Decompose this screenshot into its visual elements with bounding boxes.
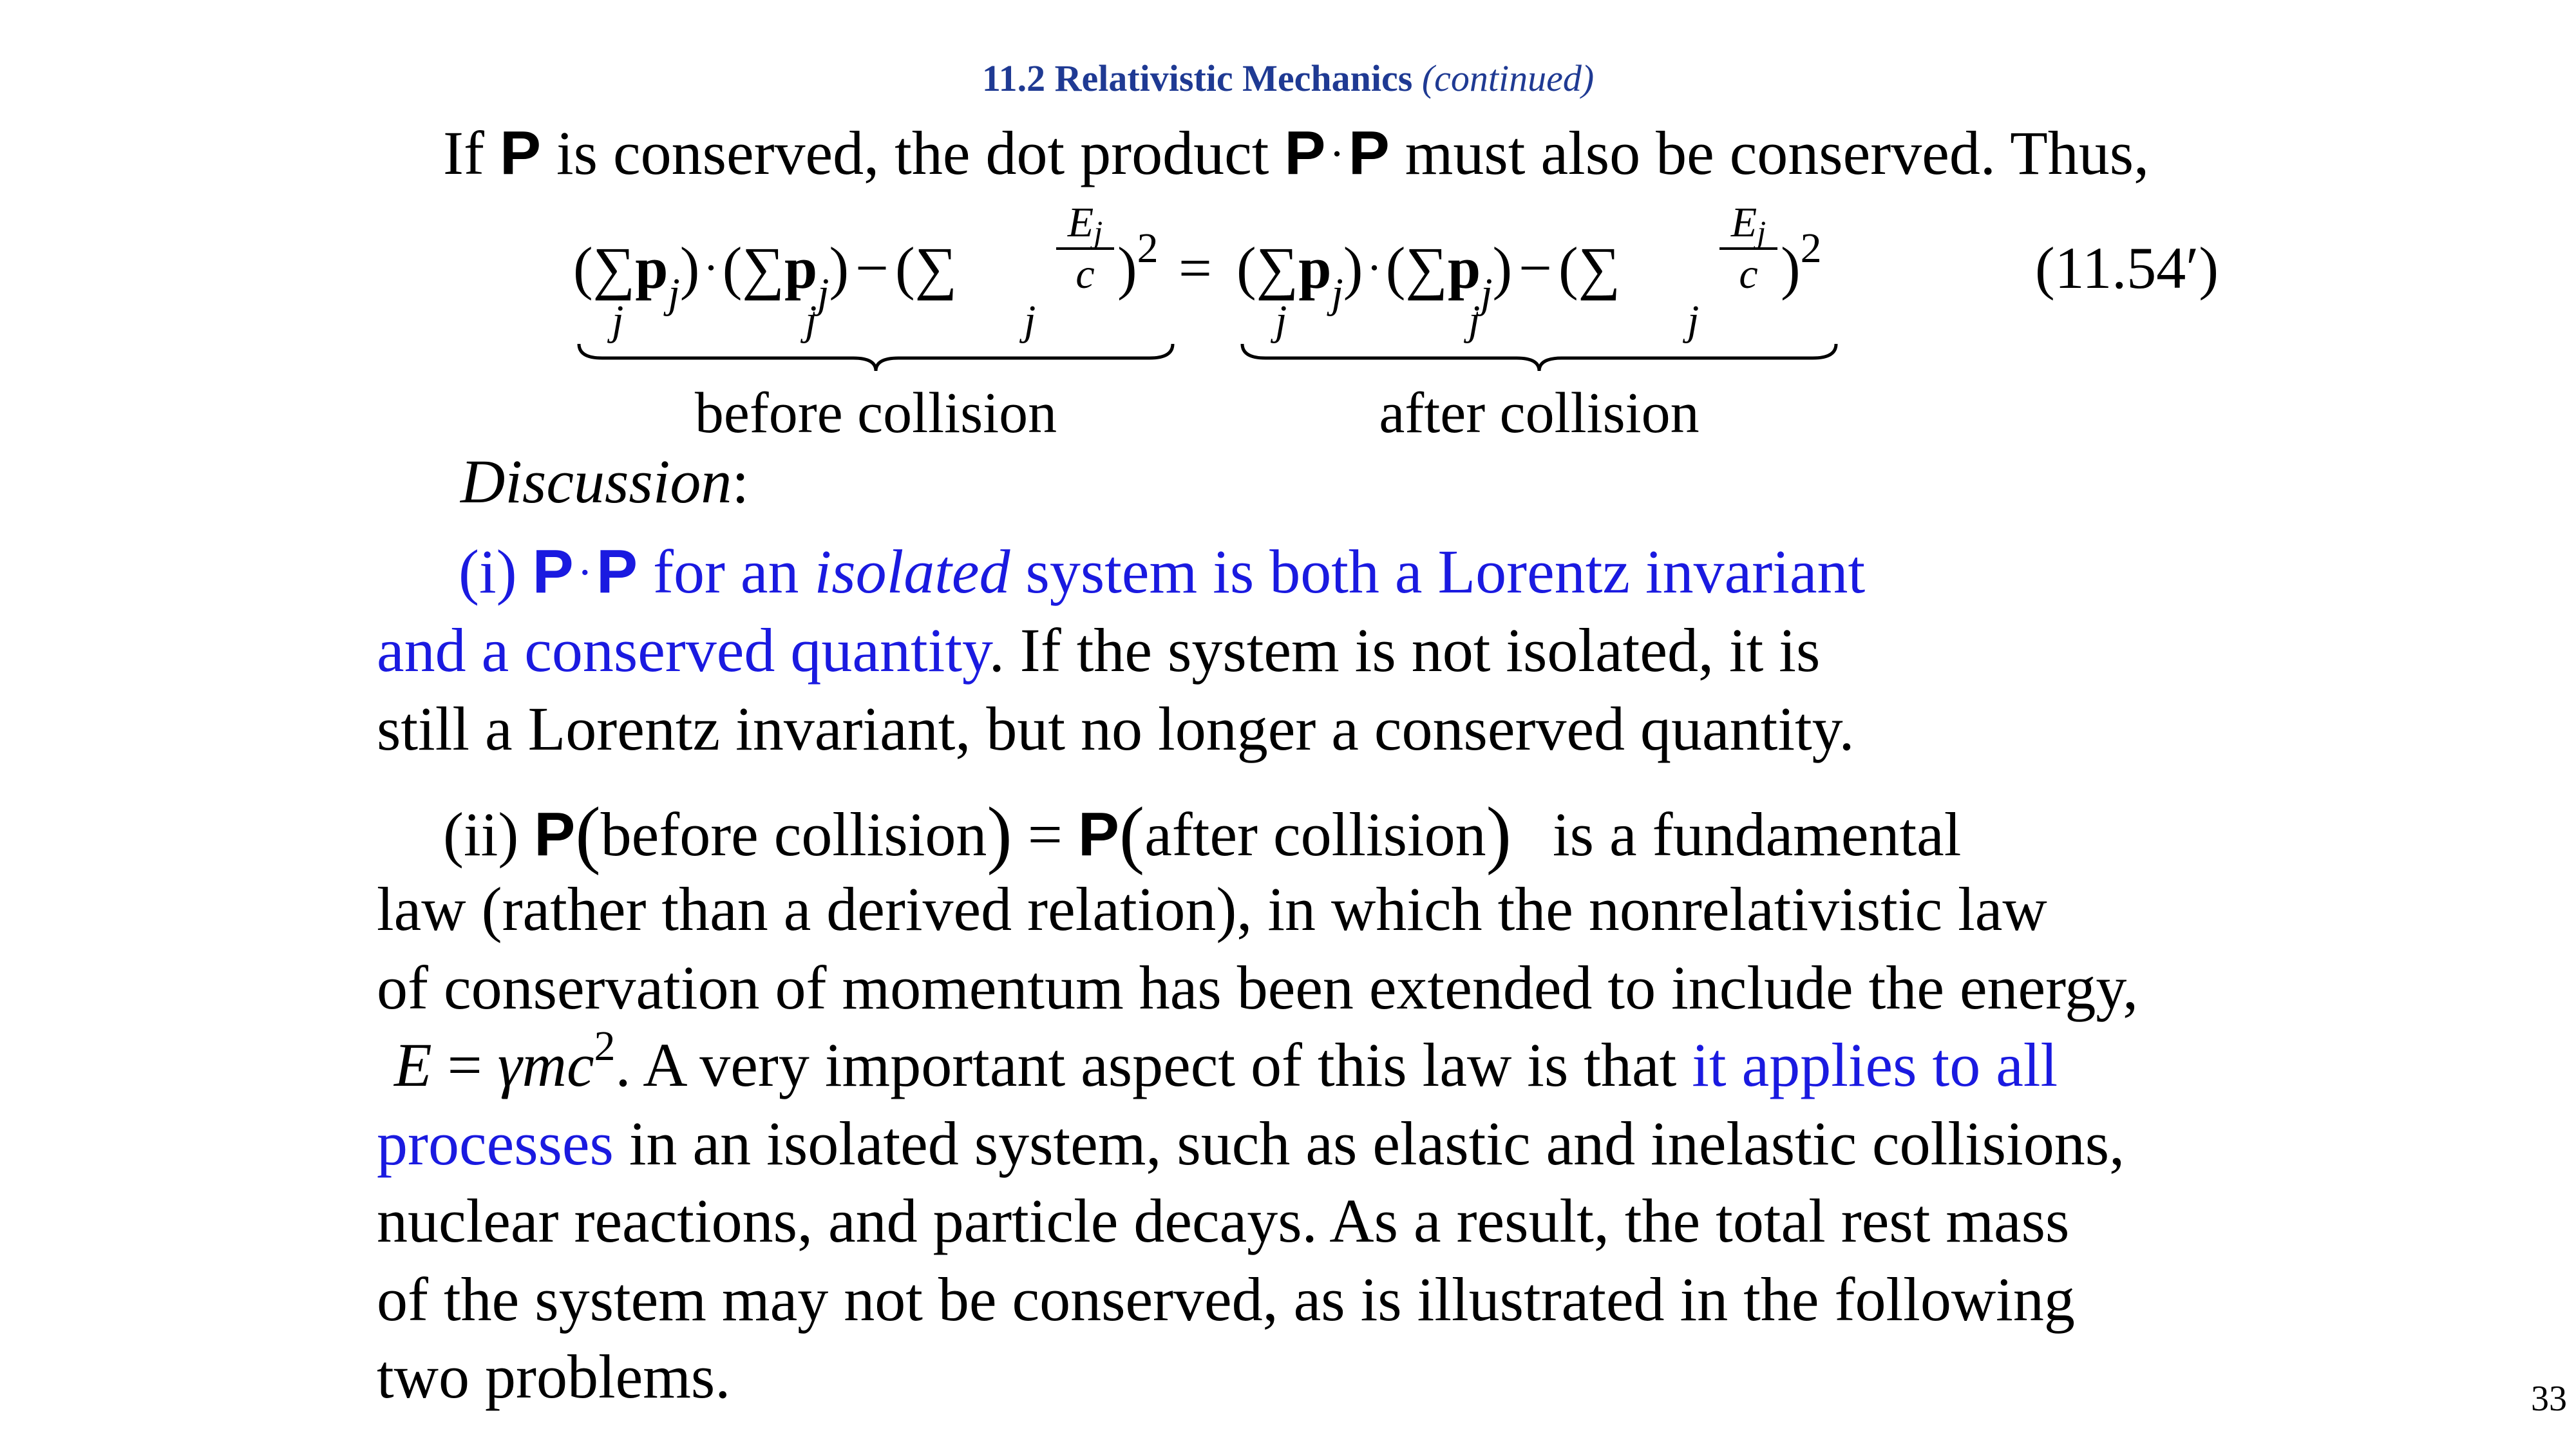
item-ii-line-6 <box>377 1186 2070 1255</box>
fraction-E-over-c-lhs: Ej c <box>1056 198 1114 299</box>
item-ii-before: before collision <box>600 800 987 869</box>
item-i-text-5: still a Lorentz invariant, but no longer a conserved quantity. <box>377 694 1855 763</box>
page-number: 33 <box>2531 1379 2567 1419</box>
item-ii-line-3 <box>377 953 2139 1022</box>
equals-sign: = <box>1179 235 1212 301</box>
paren: ( <box>575 791 601 876</box>
paren: ) <box>1486 791 1511 876</box>
intro-line <box>443 118 2150 187</box>
symbol-P: P <box>1077 800 1119 869</box>
paren: ) <box>987 791 1012 876</box>
label-after-collision: after collision <box>1379 381 1700 445</box>
fraction-E-over-c-rhs: Ej c <box>1719 198 1777 299</box>
symbol-P: P <box>1348 118 1390 187</box>
item-ii-blue-1: it applies to all <box>1692 1030 2058 1099</box>
equation-rhs: $(\sum p_j)\cdot(\sum p_j)$ − (∑ <box>1236 235 1621 317</box>
item-ii-line-7 <box>377 1265 2075 1334</box>
symbol-P: P <box>534 800 576 869</box>
symbol-P: P <box>532 537 574 606</box>
item-i-text-4: . If the system is not isolated, it is <box>989 616 1821 685</box>
slide-header <box>0 57 2576 100</box>
dot-operator: · <box>577 548 592 598</box>
item-i-text-3: and a conserved quantity <box>377 616 989 685</box>
gamma-mc: γmc <box>497 1030 594 1099</box>
sum-index: j <box>612 297 624 344</box>
sum-index: j <box>1468 297 1481 344</box>
item-i-text-2: system is both a Lorentz invariant <box>1025 537 1866 606</box>
dot-operator: · <box>1329 129 1345 179</box>
item-ii-text-7: of the system may not be conserved, as is illustrated in the following <box>377 1265 2075 1334</box>
item-i-text-1: for an <box>652 537 799 606</box>
item-ii-text-2: law (rather than a derived relation), in which the nonrelativistic law <box>377 875 2047 943</box>
item-i-line-1 <box>459 537 1866 606</box>
sum-index: j <box>1024 297 1036 344</box>
item-ii-text-4: . A very important aspect of this law is that <box>615 1030 1677 1099</box>
item-ii-text-6: nuclear reactions, and particle decays. As a result, the total rest mass <box>377 1186 2070 1255</box>
header-continued: (continued) <box>1421 57 1595 99</box>
symbol-E: E <box>394 1030 432 1099</box>
equation-lhs: $(\sum p_j)\cdot(\sum p_j)$ − (∑ <box>573 235 958 317</box>
equation-number: (11.54′) <box>2035 235 2219 301</box>
item-ii-line-2 <box>377 875 2047 943</box>
sum-index: j <box>805 297 817 344</box>
item-ii-text-1: is a fundamental <box>1552 800 1962 869</box>
item-i-line-3 <box>377 694 1855 763</box>
label-before-collision: before collision <box>694 381 1057 445</box>
item-ii-after: after collision <box>1144 800 1486 869</box>
paren: ( <box>1119 791 1145 876</box>
item-i-isolated: isolated <box>814 537 1010 606</box>
item-ii-line-1 <box>443 791 1962 876</box>
discussion-colon: : <box>732 447 750 516</box>
exponent-2: 2 <box>594 1023 616 1070</box>
underbrace-after <box>1240 341 1839 374</box>
item-i-number: (i) <box>459 537 517 606</box>
item-ii-blue-2: processes <box>377 1109 614 1178</box>
underbrace-before <box>576 341 1175 374</box>
intro-text-1: If <box>443 118 484 187</box>
symbol-P: P <box>1284 118 1326 187</box>
discussion-heading <box>460 447 750 516</box>
item-ii-text-5: in an isolated system, such as elastic and inelastic collisions, <box>613 1109 2125 1178</box>
item-ii-line-4 <box>394 1023 2058 1099</box>
symbol-P: P <box>596 537 638 606</box>
sum-index: j <box>1275 297 1287 344</box>
equals-sign: = <box>1027 800 1063 869</box>
item-ii-text-8: two problems. <box>377 1342 731 1411</box>
item-i-line-2 <box>377 616 1821 685</box>
header-title: 11.2 Relativistic Mechanics <box>981 57 1413 99</box>
item-ii-line-5 <box>377 1109 2125 1178</box>
item-ii-number: (ii) <box>443 800 519 869</box>
item-ii-text-3: of conservation of momentum has been extended to include the energy, <box>377 953 2139 1022</box>
lhs-close: )$^2$ <box>1117 225 1159 301</box>
symbol-P: P <box>499 118 541 187</box>
rhs-close: )$^2$ <box>1781 225 1822 301</box>
intro-text-2: is conserved, the dot product <box>556 118 1269 187</box>
item-ii-line-8 <box>377 1342 731 1411</box>
discussion-label: Discussion <box>460 447 732 516</box>
sum-index: j <box>1687 297 1700 344</box>
equals-sign: = <box>447 1030 482 1099</box>
intro-text-3: must also be conserved. Thus, <box>1405 118 2150 187</box>
equation-11-54 <box>0 187 2576 457</box>
